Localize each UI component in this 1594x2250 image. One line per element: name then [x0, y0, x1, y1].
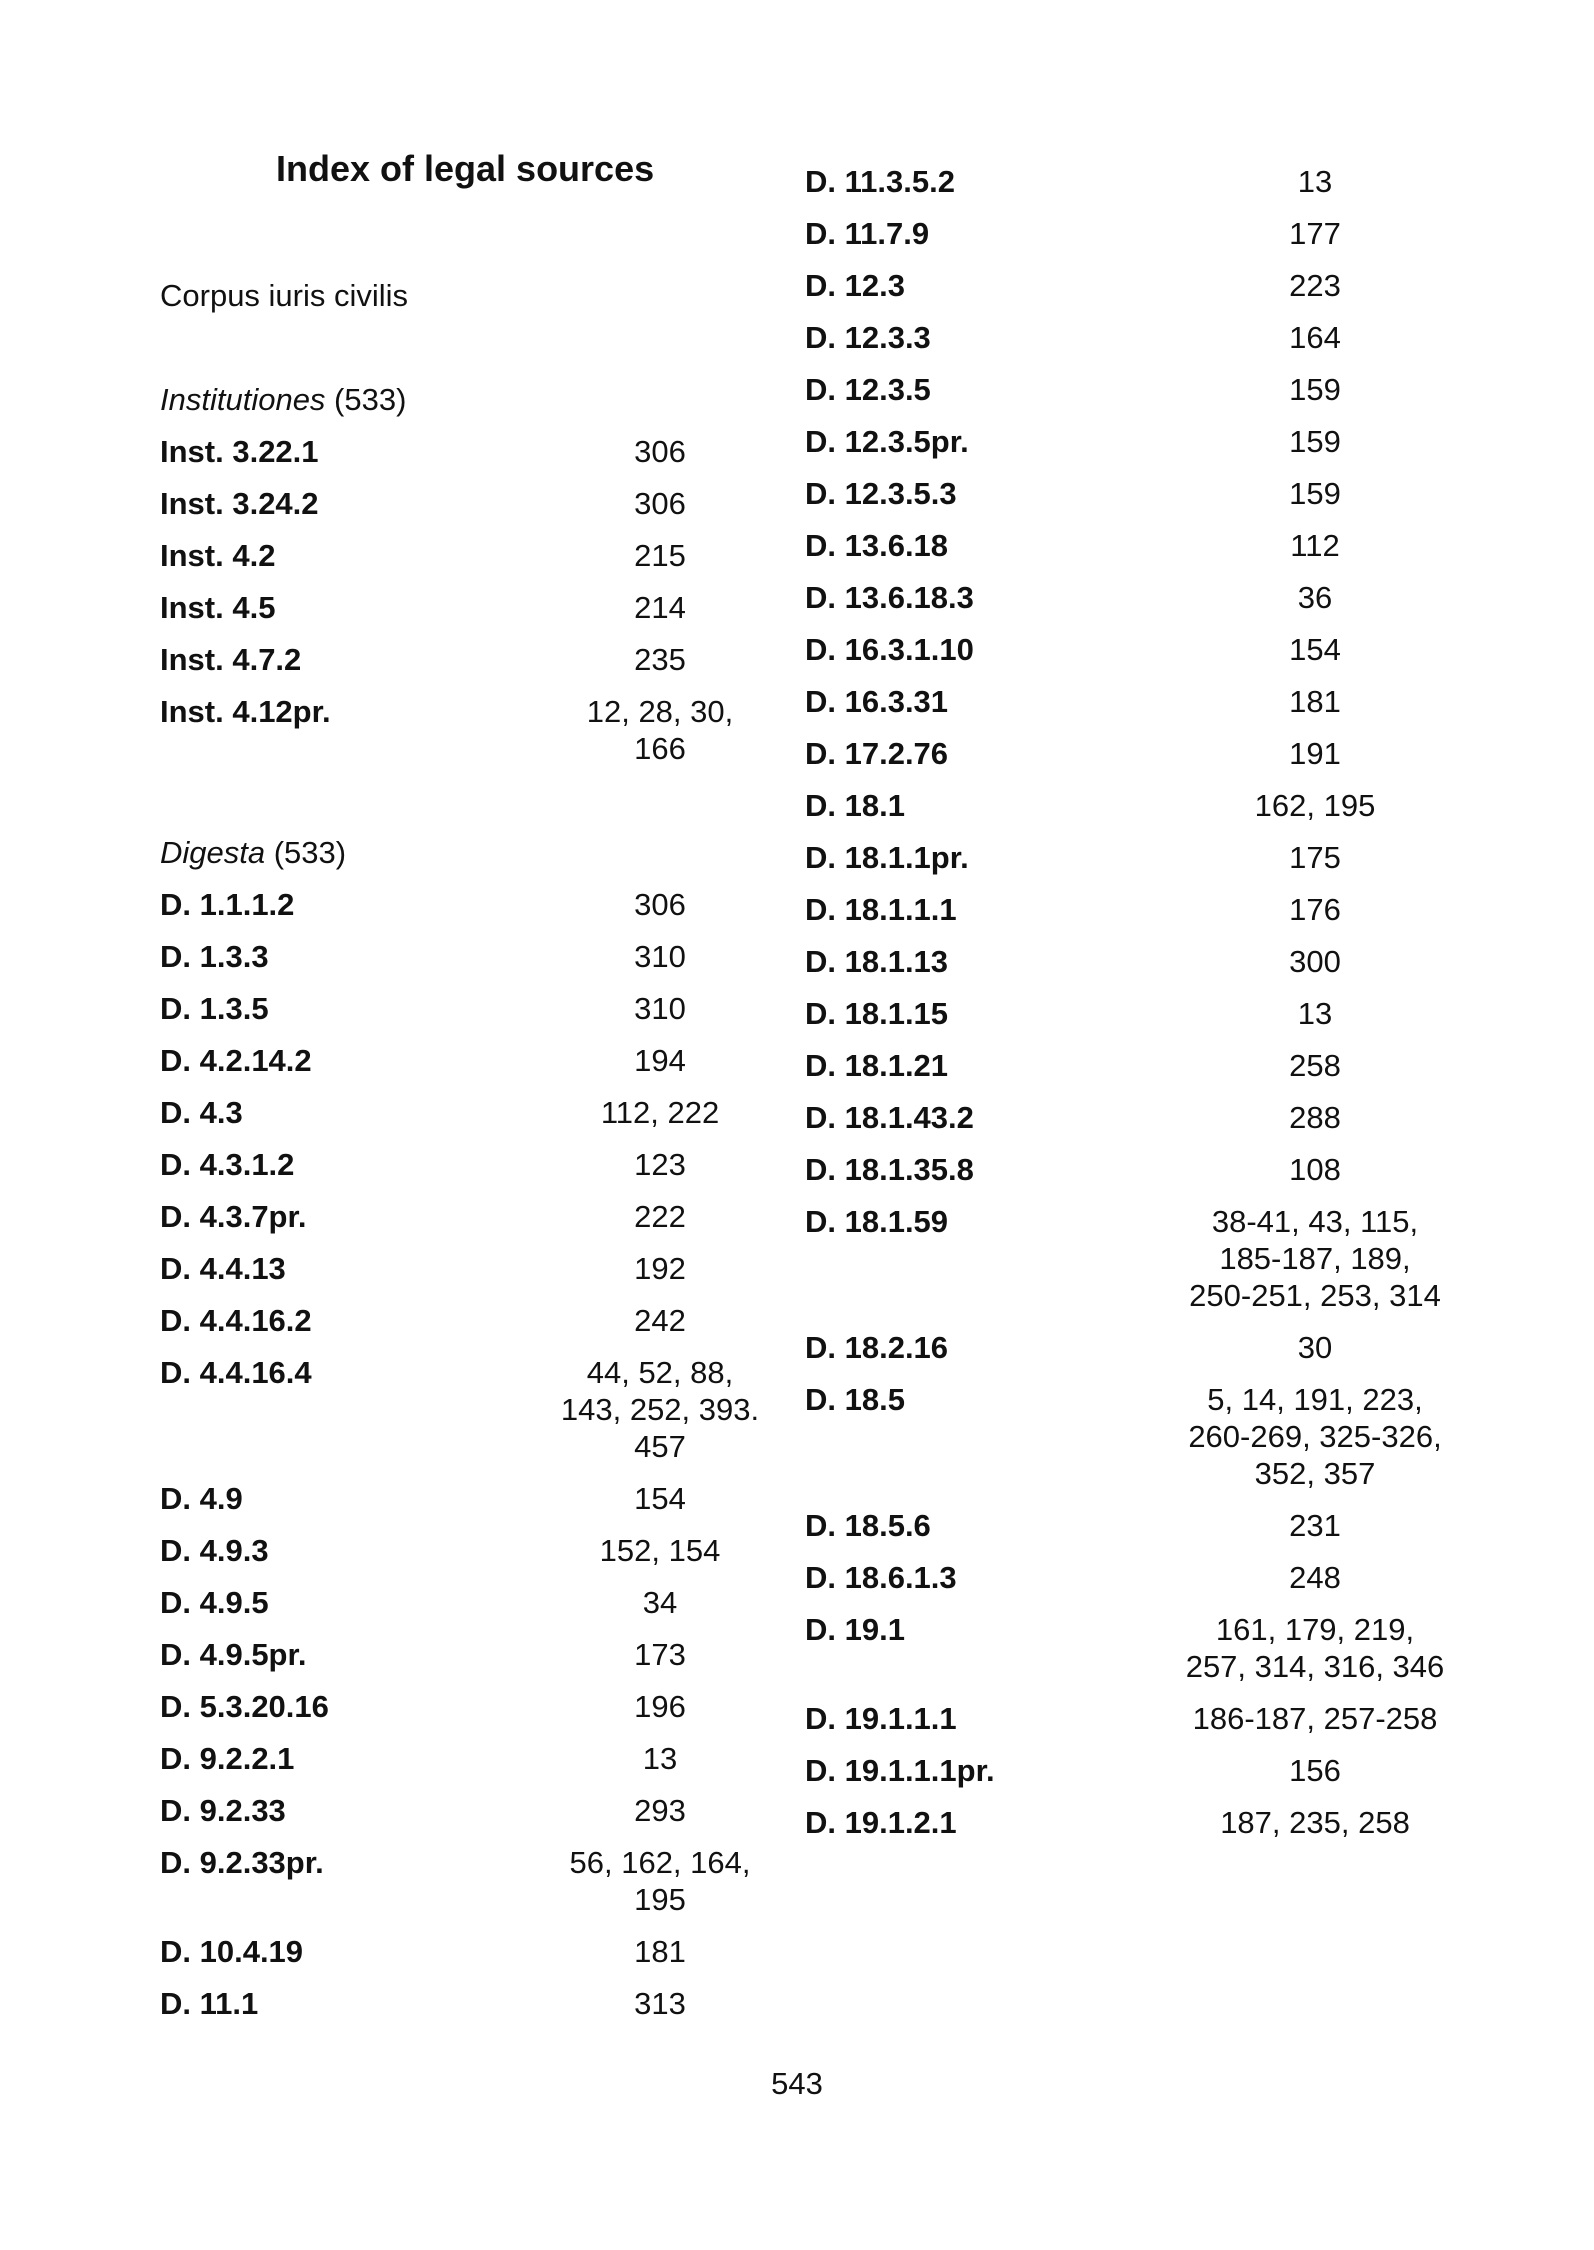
page-references: 191 [1289, 736, 1341, 771]
source-reference: D. 12.3.3 [805, 320, 931, 355]
source-reference: D. 4.2.14.2 [160, 1043, 312, 1078]
index-entry [805, 1144, 1455, 1196]
source-reference: D. 4.9.5 [160, 1585, 269, 1620]
page-references: 181 [634, 1934, 686, 1969]
page-references: 187, 235, 258 [1220, 1805, 1410, 1840]
digesta-heading [160, 827, 800, 879]
source-reference: Inst. 4.5 [160, 590, 276, 625]
page-references: 223 [1289, 268, 1341, 303]
page-references: 159 [1289, 424, 1341, 459]
page-references: 159 [1289, 372, 1341, 407]
index-entry [160, 1837, 800, 1926]
page-references: 306 [634, 434, 686, 469]
source-reference: D. 18.5.6 [805, 1508, 931, 1543]
source-reference: D. 12.3.5pr. [805, 424, 969, 459]
page-references: 5, 14, 191, 223, 260-269, 325-326, 352, 357 [1188, 1382, 1442, 1491]
index-entry [805, 1797, 1455, 1849]
index-entry [160, 686, 800, 775]
source-reference: D. 11.1 [160, 1986, 259, 2021]
index-entry [805, 1604, 1455, 1693]
page-references: 192 [634, 1251, 686, 1286]
page-references: 242 [634, 1303, 686, 1338]
source-reference: Inst. 4.2 [160, 538, 276, 573]
index-entry [805, 728, 1455, 780]
page-references: 214 [634, 590, 686, 625]
page-references: 154 [634, 1481, 686, 1516]
source-reference: D. 9.2.2.1 [160, 1741, 295, 1776]
page-references: 154 [1289, 632, 1341, 667]
index-entry [160, 1035, 800, 1087]
page-references: 36 [1297, 580, 1333, 615]
source-reference: D. 18.5 [805, 1382, 905, 1417]
source-reference: D. 18.1.43.2 [805, 1100, 974, 1135]
index-entry [805, 1196, 1455, 1322]
page-references: 173 [634, 1637, 686, 1672]
source-reference: D. 9.2.33pr. [160, 1845, 324, 1880]
source-reference: D. 18.1.35.8 [805, 1152, 974, 1187]
index-entry [160, 634, 800, 686]
page-references: 231 [1289, 1508, 1341, 1543]
page-references: 293 [634, 1793, 686, 1828]
index-entry [160, 478, 800, 530]
institutiones-label: Institutiones [160, 382, 326, 417]
page-references: 313 [634, 1986, 686, 2021]
index-entry [805, 1092, 1455, 1144]
source-reference: D. 18.2.16 [805, 1330, 949, 1365]
source-reference: Inst. 3.24.2 [160, 486, 319, 521]
source-reference: D. 4.3.7pr. [160, 1199, 307, 1234]
institutiones-heading [160, 374, 800, 426]
index-entry [160, 530, 800, 582]
page-references: 258 [1289, 1048, 1341, 1083]
index-entry [160, 1525, 800, 1577]
institutiones-year: (533) [325, 382, 407, 417]
source-reference: D. 19.1.1.1pr. [805, 1753, 995, 1788]
source-reference: D. 18.1.15 [805, 996, 949, 1031]
source-reference: Inst. 4.12pr. [160, 694, 331, 729]
digesta-label: Digesta [160, 835, 266, 870]
index-entry [805, 1693, 1455, 1745]
page-references: 108 [1289, 1152, 1341, 1187]
source-reference: D. 13.6.18.3 [805, 580, 974, 615]
page-references: 310 [634, 939, 686, 974]
source-reference: D. 4.3.1.2 [160, 1147, 295, 1182]
source-reference: D. 18.1.13 [805, 944, 949, 979]
index-entry [160, 426, 800, 478]
index-entry [805, 520, 1455, 572]
page-references: 164 [1289, 320, 1341, 355]
index-entry [160, 1926, 800, 1978]
index-entry [805, 1322, 1455, 1374]
page-references: 123 [634, 1147, 686, 1182]
page-references: 306 [634, 486, 686, 521]
index-entry [805, 260, 1455, 312]
source-reference: D. 19.1.1.1 [805, 1701, 957, 1736]
page-references: 44, 52, 88, 143, 252, 393. 457 [560, 1355, 760, 1464]
right-column [805, 156, 1455, 1849]
source-reference: Inst. 3.22.1 [160, 434, 319, 469]
page-references: 12, 28, 30, 166 [586, 694, 734, 766]
index-entry [160, 1577, 800, 1629]
index-entry [805, 1040, 1455, 1092]
source-reference: D. 4.9.5pr. [160, 1637, 307, 1672]
source-reference: D. 4.3 [160, 1095, 243, 1130]
source-reference: D. 19.1 [805, 1612, 905, 1647]
page-references: 248 [1289, 1560, 1341, 1595]
index-entry [805, 1745, 1455, 1797]
index-entry [805, 624, 1455, 676]
index-entry [805, 156, 1455, 208]
index-entry [160, 582, 800, 634]
index-entry [160, 879, 800, 931]
index-entry [805, 364, 1455, 416]
digesta-list-right [805, 156, 1455, 1849]
source-reference: D. 12.3.5 [805, 372, 931, 407]
index-entry [805, 1374, 1455, 1500]
section-heading: Corpus iuris civilis [160, 278, 409, 313]
page-references: 186-187, 257-258 [1192, 1701, 1438, 1736]
page-references: 13 [642, 1741, 678, 1776]
source-reference: D. 12.3.5.3 [805, 476, 957, 511]
page-references: 175 [1289, 840, 1341, 875]
page-references: 13 [1297, 164, 1333, 199]
index-entry [160, 1681, 800, 1733]
source-reference: D. 18.1.59 [805, 1204, 949, 1239]
index-entry [805, 572, 1455, 624]
source-reference: D. 1.3.3 [160, 939, 269, 974]
index-entry [805, 988, 1455, 1040]
index-entry [160, 1139, 800, 1191]
source-reference: D. 5.3.20.16 [160, 1689, 329, 1724]
digesta-list-left [160, 879, 800, 2030]
institutiones-list [160, 426, 800, 775]
index-entry [160, 1785, 800, 1837]
source-reference: D. 12.3 [805, 268, 905, 303]
source-reference: D. 4.4.13 [160, 1251, 286, 1286]
page-references: 30 [1297, 1330, 1333, 1365]
index-entry [805, 832, 1455, 884]
spacer [160, 775, 800, 827]
index-entry [805, 884, 1455, 936]
page-references: 215 [634, 538, 686, 573]
index-entry [805, 208, 1455, 260]
source-reference: D. 18.1 [805, 788, 905, 823]
page-references: 235 [634, 642, 686, 677]
page-references: 161, 179, 219, 257, 314, 316, 346 [1185, 1612, 1445, 1684]
page-references: 288 [1289, 1100, 1341, 1135]
source-reference: D. 16.3.31 [805, 684, 949, 719]
page-references: 112 [1290, 528, 1340, 563]
source-reference: D. 18.1.1.1 [805, 892, 957, 927]
page-references: 56, 162, 164, 195 [569, 1845, 751, 1917]
index-entry [160, 931, 800, 983]
source-reference: D. 4.9 [160, 1481, 243, 1516]
page-references: 300 [1289, 944, 1341, 979]
index-entry [805, 1500, 1455, 1552]
left-column [160, 270, 800, 2030]
source-reference: D. 16.3.1.10 [805, 632, 974, 667]
index-entry [805, 936, 1455, 988]
page-references: 34 [642, 1585, 678, 1620]
index-entry [805, 468, 1455, 520]
index-entry [160, 1347, 800, 1473]
source-reference: D. 1.1.1.2 [160, 887, 295, 922]
source-reference: Inst. 4.7.2 [160, 642, 302, 677]
source-reference: D. 18.6.1.3 [805, 1560, 957, 1595]
index-entry [160, 1191, 800, 1243]
source-reference: D. 13.6.18 [805, 528, 949, 563]
digesta-year: (533) [265, 835, 347, 870]
source-reference: D. 11.7.9 [805, 216, 930, 251]
source-reference: D. 17.2.76 [805, 736, 949, 771]
source-reference: D. 9.2.33 [160, 1793, 286, 1828]
index-entry [160, 1087, 800, 1139]
index-entry [160, 1295, 800, 1347]
index-entry [160, 983, 800, 1035]
index-entry [160, 1733, 800, 1785]
index-entry [805, 416, 1455, 468]
source-reference: D. 1.3.5 [160, 991, 269, 1026]
page-references: 156 [1289, 1753, 1341, 1788]
source-reference: D. 11.3.5.2 [805, 164, 955, 199]
index-entry [160, 1978, 800, 2030]
index-entry [160, 1629, 800, 1681]
source-reference: D. 10.4.19 [160, 1934, 304, 1969]
index-entry [805, 676, 1455, 728]
page-references: 38-41, 43, 115, 185-187, 189, 250-251, 253, 314 [1189, 1204, 1441, 1313]
page-number: 543 [771, 2066, 823, 2101]
page-references: 176 [1289, 892, 1341, 927]
index-entry [160, 1243, 800, 1295]
page-references: 181 [1289, 684, 1341, 719]
page-references: 112, 222 [600, 1095, 720, 1130]
page-references: 310 [634, 991, 686, 1026]
source-reference: D. 4.9.3 [160, 1533, 269, 1568]
page-title: Index of legal sources [276, 148, 655, 189]
page-references: 177 [1289, 216, 1341, 251]
page-references: 196 [634, 1689, 686, 1724]
page-references: 194 [634, 1043, 686, 1078]
page-references: 152, 154 [599, 1533, 721, 1568]
source-reference: D. 19.1.2.1 [805, 1805, 957, 1840]
index-entry [805, 312, 1455, 364]
source-reference: D. 18.1.21 [805, 1048, 949, 1083]
page-references: 13 [1297, 996, 1333, 1031]
page-references: 306 [634, 887, 686, 922]
source-reference: D. 4.4.16.2 [160, 1303, 312, 1338]
index-entry [805, 1552, 1455, 1604]
source-reference: D. 18.1.1pr. [805, 840, 969, 875]
page-references: 222 [634, 1199, 686, 1234]
page-references: 162, 195 [1254, 788, 1376, 823]
page-references: 159 [1289, 476, 1341, 511]
index-entry [805, 780, 1455, 832]
source-reference: D. 4.4.16.4 [160, 1355, 312, 1390]
index-entry [160, 1473, 800, 1525]
